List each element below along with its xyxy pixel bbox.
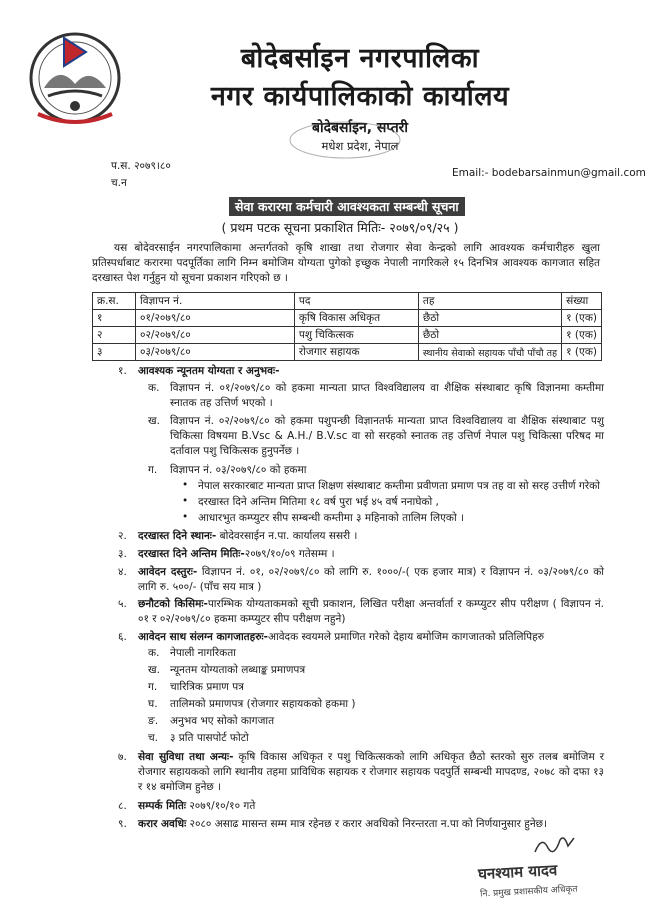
section-5-number: ५. bbox=[118, 598, 127, 610]
cell-level: छैठो bbox=[418, 310, 561, 327]
cell-ad-no: ०१/२०७९/८० bbox=[135, 310, 294, 327]
col-header-post: पद bbox=[294, 293, 418, 310]
table-row bbox=[93, 344, 602, 361]
section-9-number: ९. bbox=[118, 818, 127, 830]
cell-ad-no: ०३/२०७९/८० bbox=[135, 344, 294, 361]
cell-sn: २ bbox=[93, 327, 136, 344]
section-6: आवेदन साथ संलग्न कागजातहरुः-आवेदक स्वयमले प्रमाणित गरेको देहाय बमोजिम कागजातको प्रतिलिपिहरु bbox=[138, 631, 544, 643]
col-header-level: तह bbox=[418, 293, 561, 310]
section-7-number: ७. bbox=[118, 751, 127, 763]
table-row bbox=[93, 327, 602, 344]
section-6-item-label: क. bbox=[148, 647, 160, 659]
section-2-number: २. bbox=[118, 530, 127, 542]
reference-number: प.स. २०७९।८० bbox=[111, 160, 171, 172]
publication-date: ( प्रथम पटक सूचना प्रकाशित मितिः- २०७९/०९/२५ ) bbox=[221, 220, 459, 235]
bullet-icon: • bbox=[182, 511, 189, 523]
signature-scribble bbox=[530, 830, 580, 860]
cell-sn: ३ bbox=[93, 344, 136, 361]
section-6-item: न्यूनतम योग्यताको लब्धाङ्क प्रमाणपत्र bbox=[170, 664, 306, 676]
cell-level: छैठो bbox=[418, 327, 561, 344]
section-1-number: १. bbox=[118, 365, 127, 377]
cell-count: १ (एक) bbox=[562, 310, 602, 327]
section-1c-bullet: दरखास्त दिने अन्तिम मितिमा १८ वर्ष पुरा भई ४५ वर्ष ननाघेको , bbox=[198, 496, 439, 508]
section-1b-label: ख. bbox=[148, 415, 160, 427]
section-1c-bullet: आधारभुत कम्प्युटर सीप सम्बन्धी कम्तीमा ३ महिनाको तालिम लिएको । bbox=[198, 512, 465, 524]
section-5: छनौटको किसिमः-पारम्भिक योग्यताकमको सूची प्रकाशन, लिखित परीक्षा अन्तर्वार्ता र कम्प्युटर सीप परीक्षण ( विज्ञापन नं. ०१ र ०२/२०७९/८० हकमा कम्प्युटर सीप परीक्षण नहुने) bbox=[138, 598, 604, 625]
col-header-count: संख्या bbox=[562, 293, 602, 310]
section-8-number: ८. bbox=[118, 800, 127, 812]
nepal-emblem-icon bbox=[24, 26, 126, 130]
section-6-item-label: च. bbox=[148, 732, 159, 744]
bullet-icon: • bbox=[182, 495, 189, 507]
section-6-item-label: ख. bbox=[148, 664, 160, 676]
section-1c-bullet: नेपाल सरकारबाट मान्यता प्राप्त शिक्षण संस्थाबाट कम्तीमा प्रवीणता प्रमाण पत्र तह वा सो सरह उत्तीर्ण गरेको bbox=[198, 480, 600, 492]
intro-paragraph: यस बोदेवरसाईन नगरपालिकामा अन्तर्गतको कृषि शाखा तथा रोजगार सेवा केन्द्रको लागि आवश्यक कर्मचारीहरु खुला प्रतिस्पर्धाबाट करारमा पदपूर्तिका लागि निम्न बमोजिम योग्यता पुगेको इच्छुक नेपाली नागरिकले १५ दिनभित्र आवश्यक कागजात सहित दरखास्त पेश गर्नुहुन यो सूचना प्रकाशन गरिएको छ । bbox=[92, 242, 600, 284]
section-1c-label: ग. bbox=[148, 464, 158, 476]
section-6-item: चारित्रिक प्रमाण पत्र bbox=[170, 681, 244, 693]
section-3: दरखास्त दिने अन्तिम मितिः-२०७९/१०/०९ गतेसम्म । bbox=[138, 548, 335, 560]
municipality-name: बोदेबर्साइन नगरपालिका bbox=[240, 43, 480, 74]
table-header-row bbox=[93, 293, 602, 310]
section-2: दरखास्त दिने स्थानः- बोदेवरसाईन न.पा. कार्यालय ससरी । bbox=[138, 530, 358, 542]
office-place: बोदेबर्साइन, सप्तरी bbox=[311, 120, 409, 136]
section-6-item: नेपाली नागरिकता bbox=[170, 647, 236, 659]
section-3-number: ३. bbox=[118, 548, 127, 560]
cell-post: कृषि विकास अधिकृत bbox=[294, 310, 418, 327]
section-9: करार अवधिः २०८० असाढ मासन्त सम्म मात्र रहेनछ र करार अवधिको निरन्तरता न.पा को निर्णयानुसार हुनेछ। bbox=[138, 818, 548, 830]
cell-post: रोजगार सहायक bbox=[294, 344, 418, 361]
section-1-title: आवश्यक न्यूनतम योग्यता र अनुभवः- bbox=[138, 365, 280, 377]
notice-title: सेवा करारमा कर्मचारी आवश्यकता सम्बन्धी सूचना bbox=[229, 197, 465, 216]
bullet-icon: • bbox=[182, 479, 189, 491]
col-header-sn: क्र.स. bbox=[93, 293, 136, 310]
section-4: आवेदन दस्तुरः- विज्ञापन नं. ०१, ०२/२०७९/८० को लागि रु. १०००/-( एक हजार मात्र) र विज्ञापन नं. ०३/२०७९/८० को लागि रु. ५००/- (पाँच सय मात्र ) bbox=[138, 566, 604, 593]
cell-level: स्थानीय सेवाको सहायक पाँचौ पाँचौ तह bbox=[418, 344, 561, 361]
vacancy-table bbox=[92, 292, 602, 361]
section-6-item-label: घ. bbox=[148, 698, 158, 710]
section-6-item: तालिमको प्रमाणपत्र (रोजगार सहायकको हकमा ) bbox=[170, 698, 356, 710]
section-1a-text: विज्ञापन नं. ०१/२०७९/८० को हकमा मान्यता प्राप्त विश्वविद्यालय वा शैक्षिक संस्थाबाट कृषि विज्ञानमा कम्तीमा स्नातक तह उत्तिर्ण भएको । bbox=[170, 382, 604, 409]
col-header-ad-no: विज्ञापन नं. bbox=[135, 293, 294, 310]
cell-count: १ (एक) bbox=[562, 327, 602, 344]
email-address: Email:- bodebarsainmun@gmail.com bbox=[452, 167, 646, 179]
section-7: सेवा सुविधा तथा अन्यः- कृषि विकास अधिकृत र पशु चिकित्सकको लागि अधिकृत छैठो स्तरको सुरु तलब बमोजिम र रोजगार सहायकको लागि स्थानीय तहमा प्राविधिक सहायक र रोजगार सहायक पदपुर्ति सम्बन्धी मापदण्ड, २०७८ को दफा १३ र १४ बमोजिम हुनेछ । bbox=[138, 751, 605, 793]
office-stamp bbox=[280, 112, 410, 162]
table-row bbox=[93, 310, 602, 327]
signatory-name: घनश्याम यादव bbox=[477, 860, 558, 884]
section-4-number: ४. bbox=[118, 566, 127, 578]
cell-ad-no: ०२/२०७९/८० bbox=[135, 327, 294, 344]
signatory-title: नि. प्रमुख प्रशासकीय अधिकृत bbox=[479, 884, 578, 900]
dispatch-number: च.न bbox=[111, 177, 127, 189]
cell-post: पशु चिकित्सक bbox=[294, 327, 418, 344]
section-8: सम्पर्क मितिः २०७९/१०/१० गते bbox=[138, 800, 256, 812]
cell-count: १ (एक) bbox=[562, 344, 602, 361]
section-6-item-label: ङ. bbox=[148, 715, 159, 727]
office-name: नगर कार्यपालिकाको कार्यालय bbox=[210, 81, 510, 112]
section-6-item: अनुभव भए सोको कागजात bbox=[170, 715, 275, 727]
section-1b-text: विज्ञापन नं. ०२/२०७९/८० को हकमा पशुपन्छी विज्ञानतर्फ मान्यता प्राप्त विश्वविद्यालय वा शैक्षिक संस्थाबाट पशु चिकित्सा विषयमा B.Vsc & A.H./ B.V.sc वा सो सरहको स्नातक तह उत्तिर्ण नेपाल पशु चिकित्सा परिषद मा दर्तावाल पशु चिकित्सक हुनुपर्नेछ । bbox=[170, 415, 604, 457]
section-6-item: ३ प्रति पासपोर्ट फोटो bbox=[170, 732, 249, 744]
cell-sn: १ bbox=[93, 310, 136, 327]
section-6-item-label: ग. bbox=[148, 681, 158, 693]
section-1c-text: विज्ञापन नं. ०३/२०७९/८० को हकमा bbox=[170, 464, 307, 476]
section-6-number: ६. bbox=[118, 631, 127, 643]
office-province: मधेश प्रदेश, नेपाल bbox=[321, 139, 399, 153]
section-1a-label: क. bbox=[148, 382, 160, 394]
